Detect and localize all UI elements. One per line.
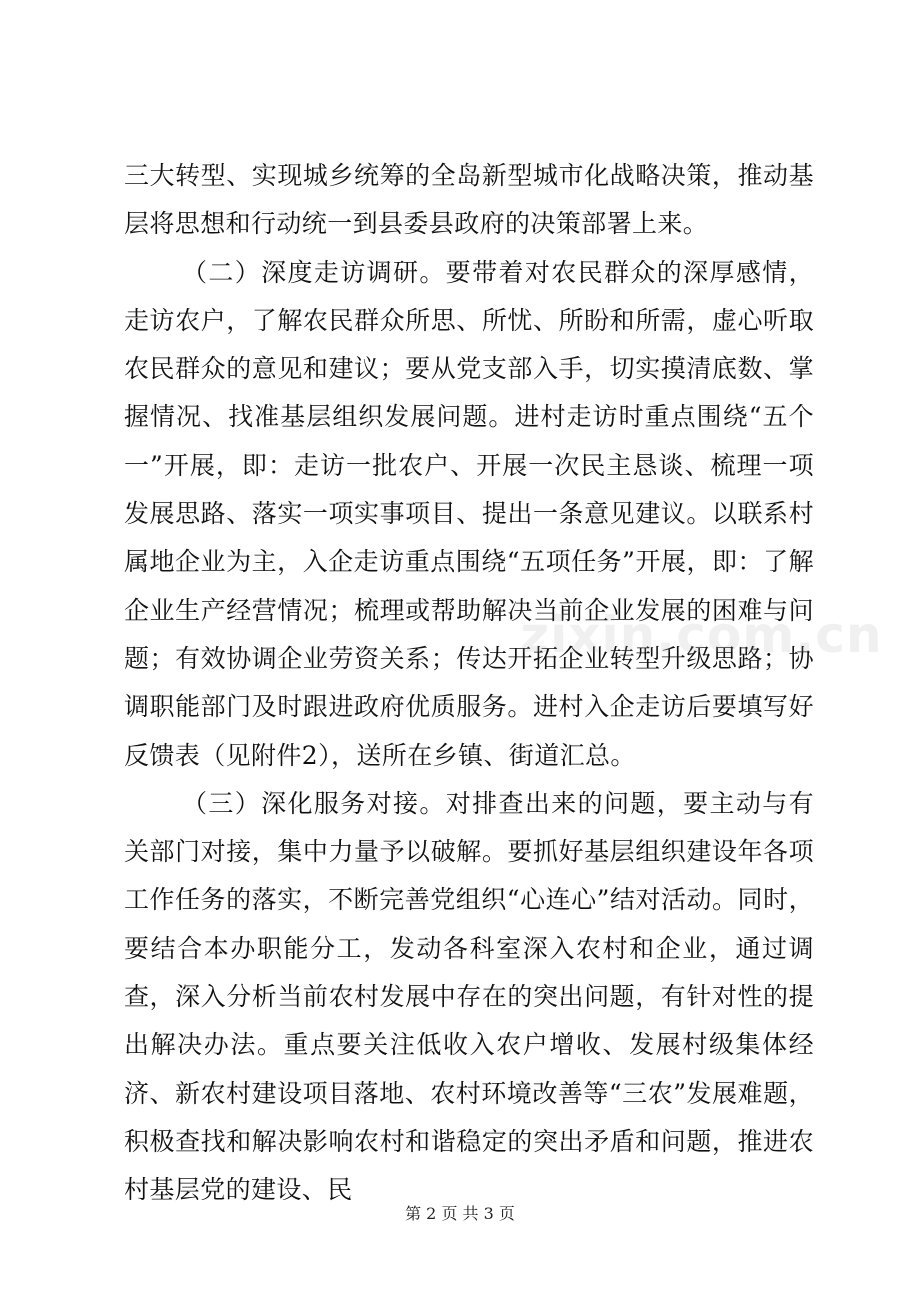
paragraph-continuation: 三大转型、实现城乡统筹的全岛新型城市化战略决策，推动基层将思想和行动统一到县委县政府的决策部署上来。	[124, 161, 814, 239]
paragraph-section-3: （三）深化服务对接。对排查出来的问题，要主动与有关部门对接，集中力量予以破解。要抓好基层组织建设年各项工作任务的落实，不断完善党组织“心连心”结对活动。同时，要结合本办职能分工，发动各科室深入农村和企业，通过调查，深入分析当前农村发展中存在的突出问题，有针对性的提出解决办法。重点要关注低收入农户增收、发展村级集体经济、新农村建设项目落地、农村环境改善等“三农”发展难题，积极查找和解决影响农村和谐稳定的突出矛盾和问题，推进农村基层党的建设、民	[124, 788, 814, 1205]
paragraph-section-2: （二）深度走访调研。要带着对农民群众的深厚感情，走访农户，了解农民群众所思、所忧、所盼和所需，虚心听取农民群众的意见和建议；要从党支部入手，切实摸清底数、掌握情况、找准基层组织发展问题。进村走访时重点围绕“五个一”开展，即：走访一批农户、开展一次民主恳谈、梳理一项发展思路、落实一项实事项目、提出一条意见建议。以联系村属地企业为主，入企走访重点围绕“五项任务”开展，即：了解企业生产经营情况；梳理或帮助解决当前企业发展的困难与问题；有效协调企业劳资关系；传达开拓企业转型升级思路；协调职能部门及时跟进政府优质服务。进村入企走访后要填写好反馈表（见附件2），送所在乡镇、街道汇总。	[124, 257, 814, 770]
watermark: zixin.com.cn	[520, 606, 883, 664]
page-footer: 第 2 页 共 3 页	[405, 1204, 515, 1223]
document-body	[124, 152, 814, 1215]
